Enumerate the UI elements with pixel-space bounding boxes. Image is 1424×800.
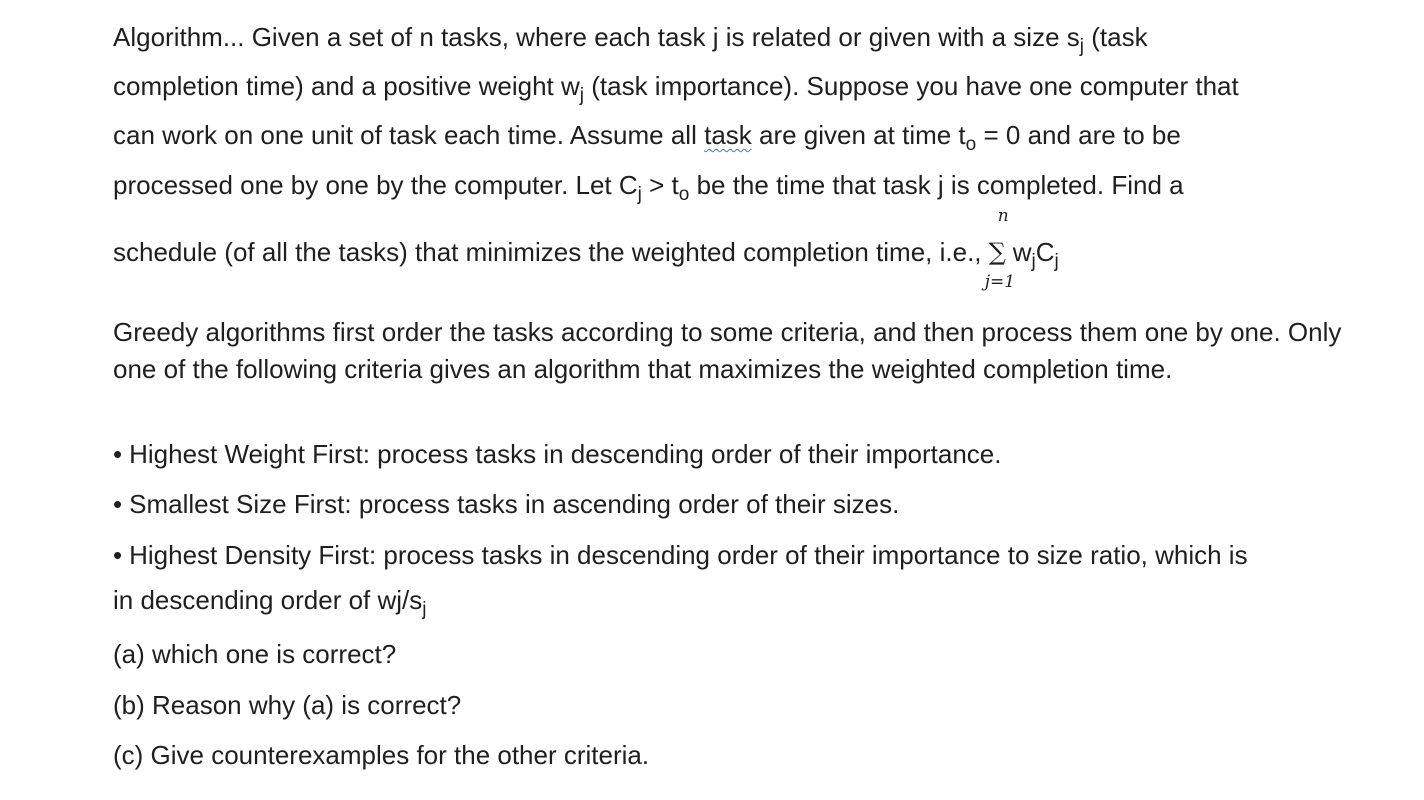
greedy-intro-paragraph: Greedy algorithms first order the tasks according to some criteria, and then process them one by one. Only one of the following criteria gives an algorithm that maximizes the weighted completion time. xyxy=(113,317,1342,384)
sum-lower-limit: j=1 xyxy=(984,272,1016,292)
sum-upper-limit: n xyxy=(997,206,1009,226)
sum-term: $w_jC_j$ xyxy=(1012,237,1059,272)
question-b: (b) Reason why (a) is correct? xyxy=(113,690,462,720)
bullet-icon: • xyxy=(113,540,123,570)
criteria-item-highest-density: • Highest Density First: process tasks in descending order of their importance to size ratio, which is xyxy=(113,540,1248,570)
problem-line-1: Algorithm... Given a set of n tasks, where each task j is related or given with a size $s_j$ (task xyxy=(113,22,1148,57)
spellcheck-flagged-word[interactable]: task xyxy=(704,120,752,150)
weighted-sum-formula xyxy=(984,206,1073,292)
question-c: (c) Give counterexamples for the other criteria. xyxy=(113,740,650,770)
criteria-item-highest-weight: • Highest Weight First: process tasks in descending order of their importance. xyxy=(113,439,1002,469)
problem-line-3: can work on one unit of task each time. Assume all task are given at time $t_o = 0$ and are to be xyxy=(113,120,1181,155)
criteria-item-highest-density-cont: in descending order of $wj/s_j$ xyxy=(113,585,427,620)
bullet-icon: • xyxy=(113,439,123,469)
problem-line-2: completion time) and a positive weight $w_j$ (task importance). Suppose you have one computer that xyxy=(113,71,1239,106)
bullet-icon: • xyxy=(113,489,123,519)
criteria-item-smallest-size: • Smallest Size First: process tasks in ascending order of their sizes. xyxy=(113,489,900,519)
sum-symbol: ∑ xyxy=(988,238,1006,266)
problem-line-5: schedule (of all the tasks) that minimizes the weighted completion time, i.e., n ∑ $w_jC_j$ j=1 xyxy=(113,237,1073,267)
problem-line-4: processed one by one by the computer. Let $C_j > t_o$ be the time that task j is completed. Find a xyxy=(113,170,1184,205)
question-a: (a) which one is correct? xyxy=(113,639,397,669)
